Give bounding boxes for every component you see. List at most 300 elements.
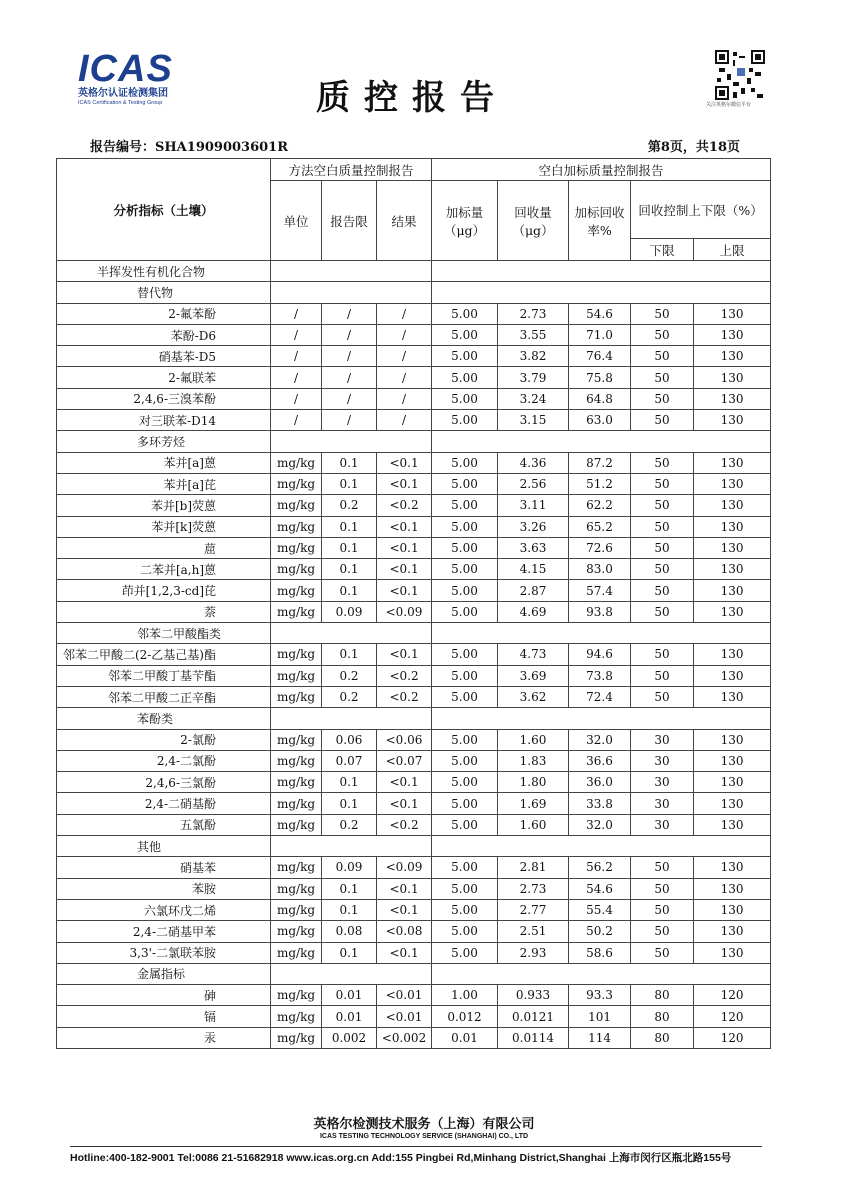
table-cell: mg/kg (271, 772, 322, 793)
analyte-name: 硝基苯 (57, 857, 271, 878)
table-cell: / (271, 367, 322, 388)
empty-cell (432, 431, 771, 452)
table-cell: 4.36 (498, 452, 569, 473)
table-row (57, 878, 771, 899)
table-cell: <0.06 (377, 729, 432, 750)
table-cell: 0.08 (322, 921, 377, 942)
table-cell: / (271, 324, 322, 345)
group-row (57, 836, 771, 857)
table-cell: 3.62 (498, 686, 569, 707)
qc-table (56, 158, 771, 1049)
table-cell: / (322, 410, 377, 431)
table-cell: mg/kg (271, 921, 322, 942)
group-row (57, 623, 771, 644)
empty-cell (432, 623, 771, 644)
table-row (57, 1027, 771, 1048)
table-cell: 114 (569, 1027, 631, 1048)
table-cell: mg/kg (271, 899, 322, 920)
table-cell: 75.8 (569, 367, 631, 388)
table-cell: 0.2 (322, 814, 377, 835)
table-cell: 30 (631, 793, 694, 814)
table-cell: 50 (631, 303, 694, 324)
table-cell: <0.08 (377, 921, 432, 942)
table-cell: 5.00 (432, 921, 498, 942)
table-cell: 5.00 (432, 559, 498, 580)
table-cell: 50 (631, 878, 694, 899)
table-cell: 54.6 (569, 303, 631, 324)
table-cell: 0.1 (322, 516, 377, 537)
report-number-value: SHA1909003601R (155, 140, 289, 155)
footer-company-cn: 英格尔检测技术服务（上海）有限公司 (313, 1117, 535, 1132)
table-cell: 50 (631, 388, 694, 409)
table-cell: / (377, 410, 432, 431)
table-cell: 0.01 (322, 1006, 377, 1027)
icas-logo (78, 50, 182, 107)
table-cell: 0.06 (322, 729, 377, 750)
analyte-name: 2,4,6-三溴苯酚 (57, 388, 271, 409)
analyte-name: 2,4-二硝基酚 (57, 793, 271, 814)
table-cell: mg/kg (271, 516, 322, 537)
section-label: 半挥发性有机化合物 (57, 261, 271, 282)
header-spike-amount: 加标量 （μg） (432, 181, 498, 261)
header-upper-limit: 上限 (694, 239, 771, 261)
table-cell: 72.6 (569, 537, 631, 558)
footer-company-en: ICAS TESTING TECHNOLOGY SERVICE (SHANGHAI) CO., LTD (319, 1133, 529, 1140)
table-cell: mg/kg (271, 495, 322, 516)
group-label: 其他 (57, 836, 271, 857)
empty-cell (271, 623, 432, 644)
table-cell: 4.73 (498, 644, 569, 665)
table-cell: 62.2 (569, 495, 631, 516)
table-cell: 3.24 (498, 388, 569, 409)
qr-code-icon (715, 50, 765, 100)
table-cell: 130 (694, 665, 771, 686)
table-cell: 50 (631, 644, 694, 665)
table-cell: 5.00 (432, 899, 498, 920)
table-cell: mg/kg (271, 601, 322, 622)
table-cell: <0.1 (377, 580, 432, 601)
table-cell: mg/kg (271, 750, 322, 771)
analyte-name: 3,3'-二氯联苯胺 (57, 942, 271, 963)
page-indicator: 第8页，共18页 (647, 140, 740, 155)
footer (0, 1113, 848, 1140)
table-cell: / (271, 303, 322, 324)
table-cell: 63.0 (569, 410, 631, 431)
table-cell: 5.00 (432, 686, 498, 707)
analyte-name: 2-氯酚 (57, 729, 271, 750)
table-cell: 30 (631, 814, 694, 835)
empty-cell (271, 261, 432, 282)
table-cell: 50 (631, 921, 694, 942)
table-cell: 0.1 (322, 644, 377, 665)
table-cell: 0.2 (322, 686, 377, 707)
table-cell: 0.01 (432, 1027, 498, 1048)
table-cell: / (322, 346, 377, 367)
table-cell: / (271, 410, 322, 431)
group-label: 替代物 (57, 282, 271, 303)
table-cell: 130 (694, 750, 771, 771)
analyte-name: 砷 (57, 985, 271, 1006)
table-cell: 0.0114 (498, 1027, 569, 1048)
table-cell: / (271, 346, 322, 367)
table-cell: <0.2 (377, 814, 432, 835)
table-cell: 0.2 (322, 495, 377, 516)
table-cell: 87.2 (569, 452, 631, 473)
table-cell: 3.55 (498, 324, 569, 345)
table-cell: / (322, 367, 377, 388)
table-cell: 5.00 (432, 665, 498, 686)
header-recovered-amount: 回收量 （μg） (498, 181, 569, 261)
table-cell: 5.00 (432, 537, 498, 558)
table-cell: 0.1 (322, 580, 377, 601)
table-cell: 50 (631, 686, 694, 707)
table-cell: 0.002 (322, 1027, 377, 1048)
analyte-name: 苯并[b]荧蒽 (57, 495, 271, 516)
empty-cell (432, 836, 771, 857)
table-cell: 0.933 (498, 985, 569, 1006)
table-cell: 50.2 (569, 921, 631, 942)
table-cell: 71.0 (569, 324, 631, 345)
table-cell: 0.1 (322, 452, 377, 473)
report-number (90, 136, 288, 155)
table-cell: 80 (631, 985, 694, 1006)
table-cell: 5.00 (432, 452, 498, 473)
table-cell: 50 (631, 452, 694, 473)
table-cell: mg/kg (271, 1006, 322, 1027)
table-cell: 130 (694, 942, 771, 963)
analyte-name: 苯并[a]蒽 (57, 452, 271, 473)
table-cell: 30 (631, 729, 694, 750)
table-cell: 65.2 (569, 516, 631, 537)
table-cell: 0.0121 (498, 1006, 569, 1027)
table-cell: 130 (694, 303, 771, 324)
table-cell: 130 (694, 388, 771, 409)
analyte-name: 2-氟联苯 (57, 367, 271, 388)
analyte-name: 镉 (57, 1006, 271, 1027)
table-row (57, 814, 771, 835)
table-cell: 50 (631, 346, 694, 367)
table-cell: 0.012 (432, 1006, 498, 1027)
table-cell: mg/kg (271, 686, 322, 707)
table-cell: 5.00 (432, 772, 498, 793)
empty-cell (271, 836, 432, 857)
table-cell: <0.1 (377, 942, 432, 963)
logo-english-name: ICAS Certification & Testing Group (78, 100, 163, 106)
empty-cell (271, 963, 432, 984)
table-row (57, 367, 771, 388)
table-cell: <0.01 (377, 1006, 432, 1027)
table-cell: <0.1 (377, 899, 432, 920)
table-cell: <0.09 (377, 601, 432, 622)
table-cell: 130 (694, 857, 771, 878)
table-row (57, 921, 771, 942)
analyte-name: 苯并[k]荧蒽 (57, 516, 271, 537)
table-cell: 0.1 (322, 473, 377, 494)
table-cell: 50 (631, 899, 694, 920)
table-cell: 130 (694, 537, 771, 558)
table-cell: 51.2 (569, 473, 631, 494)
table-cell: 130 (694, 410, 771, 431)
table-cell: 36.0 (569, 772, 631, 793)
table-cell: 5.00 (432, 793, 498, 814)
table-cell: 80 (631, 1006, 694, 1027)
table-cell: / (377, 388, 432, 409)
logo-chinese-name: 英格尔认证检测集团 (78, 88, 168, 99)
group-row (57, 963, 771, 984)
analyte-name: 2,4,6-三氯酚 (57, 772, 271, 793)
table-row (57, 985, 771, 1006)
table-cell: 94.6 (569, 644, 631, 665)
table-cell: mg/kg (271, 814, 322, 835)
table-cell: mg/kg (271, 580, 322, 601)
empty-cell (432, 708, 771, 729)
table-cell: <0.09 (377, 857, 432, 878)
table-cell: 5.00 (432, 388, 498, 409)
table-cell: mg/kg (271, 473, 322, 494)
table-row (57, 537, 771, 558)
table-cell: 130 (694, 814, 771, 835)
table-cell: 36.6 (569, 750, 631, 771)
table-cell: 55.4 (569, 899, 631, 920)
table-row (57, 686, 771, 707)
header-unit: 单位 (271, 181, 322, 261)
table-cell: 50 (631, 580, 694, 601)
table-cell: 5.00 (432, 516, 498, 537)
table-row (57, 452, 771, 473)
table-cell: 3.15 (498, 410, 569, 431)
report-number-label: 报告编号： (90, 140, 156, 155)
table-cell: 130 (694, 324, 771, 345)
table-cell: 2.87 (498, 580, 569, 601)
table-cell: <0.1 (377, 644, 432, 665)
group-row (57, 282, 771, 303)
empty-cell (432, 963, 771, 984)
table-cell: 101 (569, 1006, 631, 1027)
table-cell: 0.1 (322, 899, 377, 920)
table-cell: 30 (631, 750, 694, 771)
table-row (57, 665, 771, 686)
table-cell: 5.00 (432, 580, 498, 601)
table-cell: 50 (631, 516, 694, 537)
table-cell: 50 (631, 665, 694, 686)
table-cell: <0.1 (377, 516, 432, 537)
table-cell: mg/kg (271, 729, 322, 750)
table-cell: <0.1 (377, 537, 432, 558)
table-cell: 2.73 (498, 303, 569, 324)
table-cell: 1.69 (498, 793, 569, 814)
table-cell: <0.2 (377, 495, 432, 516)
table-cell: 2.93 (498, 942, 569, 963)
table-cell: 0.09 (322, 857, 377, 878)
table-cell: 50 (631, 537, 694, 558)
table-cell: 93.3 (569, 985, 631, 1006)
table-cell: 130 (694, 899, 771, 920)
table-cell: <0.002 (377, 1027, 432, 1048)
table-cell: 5.00 (432, 644, 498, 665)
table-cell: mg/kg (271, 452, 322, 473)
table-cell: 32.0 (569, 729, 631, 750)
table-row (57, 303, 771, 324)
table-cell: / (377, 367, 432, 388)
analyte-name: 五氯酚 (57, 814, 271, 835)
table-row (57, 942, 771, 963)
table-cell: 4.15 (498, 559, 569, 580)
table-cell: 50 (631, 367, 694, 388)
table-cell: / (322, 388, 377, 409)
table-cell: 0.1 (322, 559, 377, 580)
table-row (57, 601, 771, 622)
table-cell: 130 (694, 516, 771, 537)
table-cell: 50 (631, 495, 694, 516)
table-cell: 3.63 (498, 537, 569, 558)
header-lower-limit: 下限 (631, 239, 694, 261)
table-cell: 5.00 (432, 601, 498, 622)
header-recovery-percent: 加标回收率% (569, 181, 631, 261)
table-cell: 0.09 (322, 601, 377, 622)
table-cell: 64.8 (569, 388, 631, 409)
table-cell: 130 (694, 495, 771, 516)
table-cell: 130 (694, 346, 771, 367)
table-row (57, 729, 771, 750)
header-spike-blank: 空白加标质量控制报告 (432, 159, 771, 181)
table-cell: 130 (694, 729, 771, 750)
table-cell: 130 (694, 452, 771, 473)
table-cell: / (271, 388, 322, 409)
footer-contact: Hotline:400-182-9001 Tel:0086 21-51682918 www.icas.org.cn Add:155 Pingbei Rd,Minhang District,Shanghai 上海市闵行区瓶北路155号 (70, 1152, 732, 1164)
table-cell: 4.69 (498, 601, 569, 622)
table-cell: 130 (694, 793, 771, 814)
analyte-name: 苯并[a]芘 (57, 473, 271, 494)
table-row (57, 857, 771, 878)
table-cell: 5.00 (432, 750, 498, 771)
table-cell: mg/kg (271, 665, 322, 686)
header-reporting-limit: 报告限 (322, 181, 377, 261)
table-cell: <0.07 (377, 750, 432, 771)
table-cell: / (322, 303, 377, 324)
table-cell: 130 (694, 601, 771, 622)
table-cell: 2.51 (498, 921, 569, 942)
table-cell: 0.1 (322, 537, 377, 558)
table-cell: / (377, 324, 432, 345)
header-method-blank: 方法空白质量控制报告 (271, 159, 432, 181)
group-row (57, 431, 771, 452)
table-row (57, 1006, 771, 1027)
qr-caption: 关注英格尔微信平台 (706, 102, 752, 108)
table-row (57, 793, 771, 814)
table-cell: 73.8 (569, 665, 631, 686)
empty-cell (271, 431, 432, 452)
table-cell: 0.1 (322, 878, 377, 899)
group-row (57, 708, 771, 729)
analyte-name: 苯酚-D6 (57, 324, 271, 345)
table-cell: <0.1 (377, 473, 432, 494)
empty-cell (432, 282, 771, 303)
analyte-name: 苯胺 (57, 878, 271, 899)
report-header (0, 0, 848, 130)
table-cell: 50 (631, 324, 694, 345)
table-row (57, 899, 771, 920)
table-cell: <0.1 (377, 559, 432, 580)
table-cell: 0.1 (322, 772, 377, 793)
table-row (57, 410, 771, 431)
table-cell: 57.4 (569, 580, 631, 601)
table-cell: mg/kg (271, 878, 322, 899)
table-cell: 0.1 (322, 942, 377, 963)
table-row (57, 750, 771, 771)
table-cell: 5.00 (432, 857, 498, 878)
table-cell: 130 (694, 772, 771, 793)
table-cell: 56.2 (569, 857, 631, 878)
table-cell: 50 (631, 942, 694, 963)
table-cell: 0.07 (322, 750, 377, 771)
table-cell: 5.00 (432, 324, 498, 345)
analyte-name: 2,4-二硝基甲苯 (57, 921, 271, 942)
table-cell: <0.1 (377, 793, 432, 814)
qc-table-body (57, 261, 771, 1049)
analyte-name: 汞 (57, 1027, 271, 1048)
empty-cell (432, 261, 771, 282)
header-result: 结果 (377, 181, 432, 261)
table-cell: 130 (694, 921, 771, 942)
table-cell: 5.00 (432, 346, 498, 367)
page-title: 质控报告 (316, 78, 508, 118)
table-cell: mg/kg (271, 537, 322, 558)
analyte-name: 邻苯二甲酸二(2-乙基己基)酯 (57, 644, 271, 665)
table-cell: 5.00 (432, 942, 498, 963)
table-cell: 83.0 (569, 559, 631, 580)
table-row (57, 580, 771, 601)
table-cell: 50 (631, 473, 694, 494)
empty-cell (271, 282, 432, 303)
table-row (57, 495, 771, 516)
table-cell: 5.00 (432, 410, 498, 431)
table-cell: / (377, 346, 432, 367)
table-cell: 130 (694, 580, 771, 601)
table-cell: / (322, 324, 377, 345)
table-cell: mg/kg (271, 857, 322, 878)
table-cell: mg/kg (271, 559, 322, 580)
table-cell: / (377, 303, 432, 324)
header-analyte: 分析指标（土壤） (57, 159, 271, 261)
table-cell: 54.6 (569, 878, 631, 899)
table-cell: <0.2 (377, 665, 432, 686)
table-cell: <0.2 (377, 686, 432, 707)
table-cell: 1.00 (432, 985, 498, 1006)
analyte-name: 对三联苯-D14 (57, 410, 271, 431)
table-cell: 76.4 (569, 346, 631, 367)
table-cell: <0.1 (377, 452, 432, 473)
group-label: 邻苯二甲酸酯类 (57, 623, 271, 644)
table-cell: 120 (694, 1027, 771, 1048)
table-cell: 32.0 (569, 814, 631, 835)
table-cell: 1.80 (498, 772, 569, 793)
table-row (57, 559, 771, 580)
table-cell: 5.00 (432, 495, 498, 516)
table-cell: 120 (694, 1006, 771, 1027)
table-cell: 5.00 (432, 367, 498, 388)
table-cell: 130 (694, 644, 771, 665)
analyte-name: 邻苯二甲酸丁基苄酯 (57, 665, 271, 686)
table-cell: 50 (631, 601, 694, 622)
analyte-name: 茚并[1,2,3-cd]芘 (57, 580, 271, 601)
empty-cell (271, 708, 432, 729)
table-cell: 2.56 (498, 473, 569, 494)
table-cell: 5.00 (432, 878, 498, 899)
table-cell: 120 (694, 985, 771, 1006)
table-row (57, 772, 771, 793)
table-cell: 50 (631, 559, 694, 580)
table-row (57, 516, 771, 537)
